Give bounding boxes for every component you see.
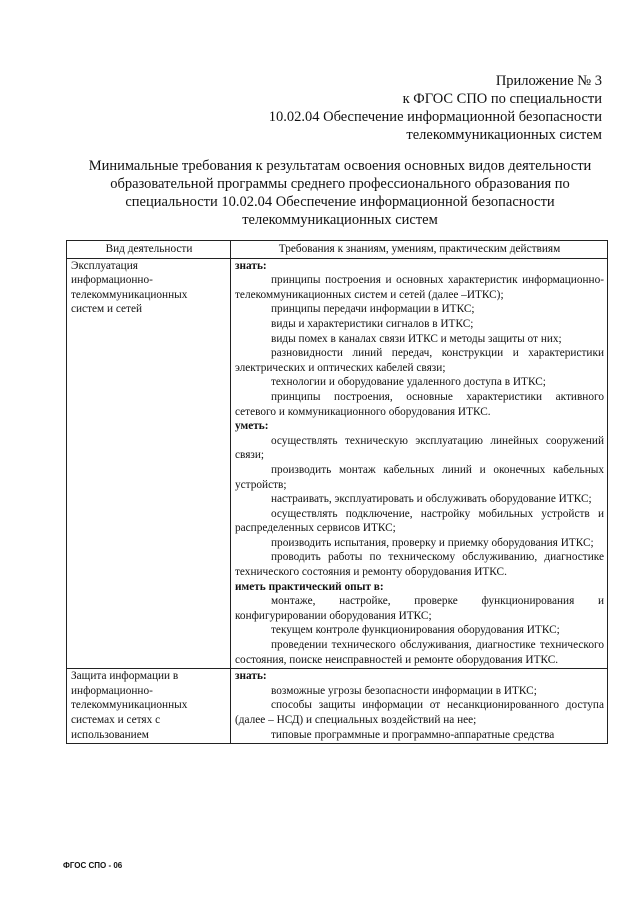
activity-line: Эксплуатация — [71, 259, 138, 272]
header-requirements: Требования к знаниям, умениям, практическим действиям — [231, 241, 608, 259]
requirement-item: проводить работы по техническому обслуживанию, диагностике технического состояния и ремонту оборудования ИТКС. — [235, 551, 604, 579]
appendix-header — [269, 72, 602, 144]
activity-line: системах и сетях с — [71, 714, 161, 726]
requirement-item: производить монтаж кабельных линий и оконечных кабельных устройств; — [235, 463, 604, 491]
requirement-item: технологии и оборудование удаленного доступа в ИТКС; — [271, 376, 546, 389]
requirement-item: монтаже, настройке, проверке функционирования и конфигурировании оборудования ИТКС; — [235, 595, 604, 622]
footer-code: ФГОС СПО - 06 — [63, 861, 123, 870]
requirement-item: способы защиты информации от несанкционированного доступа (далее – НСД) и специальных воздействий на нее; — [235, 699, 604, 726]
requirement-item: возможные угрозы безопасности информации в ИТКС; — [271, 684, 537, 697]
activity-line: использованием — [71, 728, 149, 741]
activity-line: телекоммуникационных — [71, 288, 188, 301]
requirement-item: принципы построения, основные характеристики активного сетевого и коммуникационного оборудования ИТКС. — [235, 390, 604, 418]
title-line-4: телекоммуникационных систем — [242, 212, 438, 228]
section-heading: знать: — [235, 670, 267, 683]
requirement-item: принципы построения и основных характеристик информационно-телекоммуникационных систем и сетей (далее –ИТКС); — [235, 274, 604, 301]
requirement-item: текущем контроле функционирования оборудования ИТКС; — [271, 624, 560, 637]
requirement-item: осуществлять подключение, настройку мобильных устройств и распределенных сервисов ИТКС; — [235, 507, 604, 535]
activity-line: информационно- — [71, 274, 153, 287]
activity-line: телекоммуникационных — [71, 699, 188, 712]
title-line-2: образовательной программы среднего профессионального образования по — [110, 176, 570, 192]
requirements-cell — [231, 669, 608, 744]
requirement-item: производить испытания, проверку и приемку оборудования ИТКС; — [271, 536, 594, 549]
activity-cell — [67, 669, 231, 744]
section-heading: уметь: — [235, 420, 269, 433]
table-row — [67, 258, 608, 669]
title-line-3: специальности 10.02.04 Обеспечение информационной безопасности — [125, 194, 555, 210]
header-activity: Вид деятельности — [67, 241, 231, 259]
activity-line: информационно- — [71, 684, 153, 697]
requirement-item: виды помех в каналах связи ИТКС и методы защиты от них; — [271, 332, 562, 345]
section-heading: знать: — [235, 259, 267, 272]
requirement-item: разновидности линий передач, конструкции и характеристики электрических и оптических кабелей связи; — [235, 347, 604, 374]
document-title — [70, 157, 610, 229]
table-header-row — [67, 241, 608, 259]
activity-line: Защита информации в — [71, 670, 179, 683]
appendix-line-1: Приложение № 3 — [495, 73, 602, 89]
appendix-line-3: 10.02.04 Обеспечение информационной безопасности — [268, 109, 602, 125]
requirement-item: настраивать, эксплуатировать и обслуживать оборудование ИТКС; — [271, 493, 592, 506]
requirements-table — [66, 240, 608, 744]
section-heading: иметь практический опыт в: — [235, 580, 384, 593]
requirements-cell — [231, 258, 608, 669]
table-row — [67, 669, 608, 744]
requirement-item: осуществлять техническую эксплуатацию линейных сооружений связи; — [235, 434, 604, 462]
appendix-line-2: к ФГОС СПО по специальности — [402, 91, 602, 107]
requirement-item: виды и характеристики сигналов в ИТКС; — [271, 317, 474, 330]
requirement-item: принципы передачи информации в ИТКС; — [271, 303, 475, 316]
title-line-1: Минимальные требования к результатам освоения основных видов деятельности — [88, 158, 592, 174]
activity-cell — [67, 258, 231, 669]
activity-line: систем и сетей — [71, 303, 143, 316]
requirement-item: типовые программные и программно-аппаратные средства — [271, 728, 555, 741]
appendix-line-4: телекоммуникационных систем — [406, 127, 602, 143]
requirement-item: проведении технического обслуживания, диагностике технического состояния, поиске неисправностей и ремонте оборудования ИТКС. — [235, 639, 604, 666]
